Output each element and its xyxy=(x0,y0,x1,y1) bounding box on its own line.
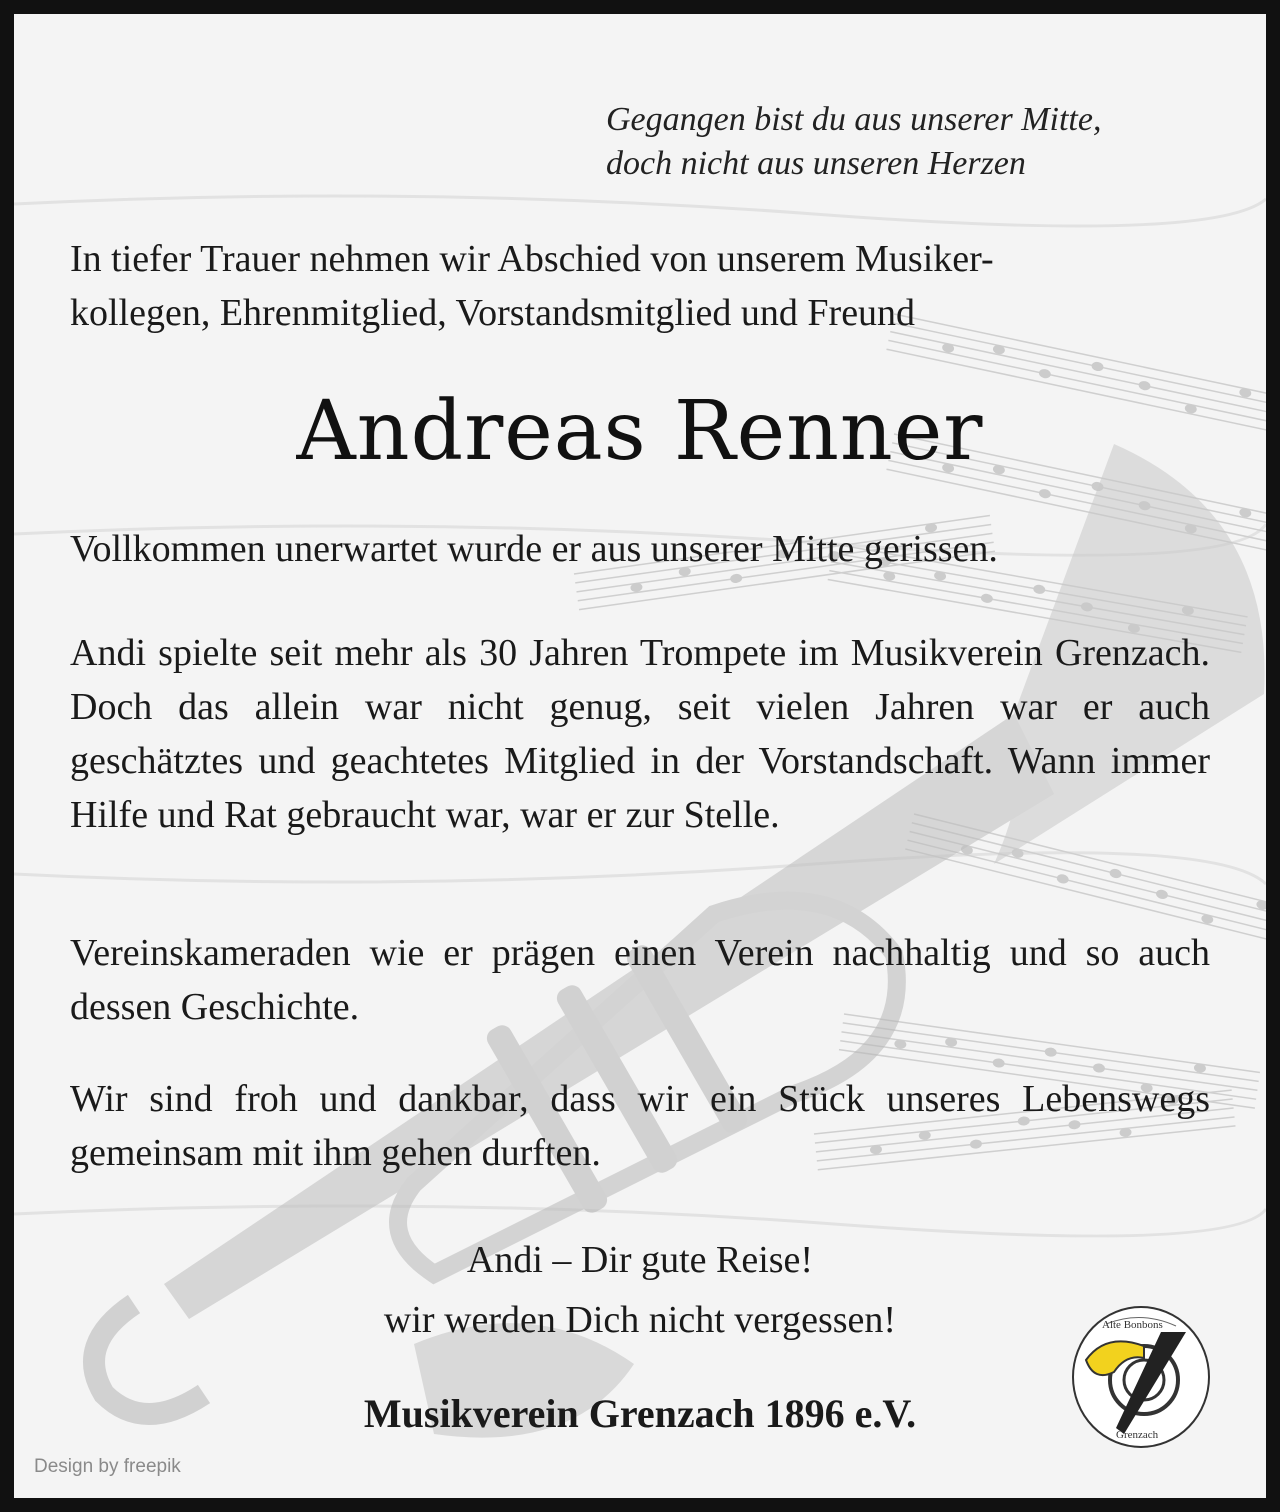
paragraph: Andi spielte seit mehr als 30 Jahren Trompete im Musikverein Grenzach. Doch das allein war nicht genug, seit vielen Jahren war er auch geschätztes und geachtetes Mitglied in der Vorstandschaft. Wann immer Hilfe und Rat gebraucht war, war er zur Stelle. xyxy=(70,632,1210,836)
paragraph: Vereinskameraden wie er prägen einen Verein nachhaltig und so auch dessen Geschichte. xyxy=(70,932,1210,1028)
signature: Musikverein Grenzach 1896 e.V. xyxy=(363,1391,917,1436)
closing-line: Andi – Dir gute Reise! xyxy=(466,1239,814,1281)
motto-quote xyxy=(606,98,1246,186)
logo-top-text: Alte Bonbons xyxy=(1102,1319,1163,1331)
design-credit: Design by freepik xyxy=(34,1456,181,1477)
intro-line: kollegen, Ehrenmitglied, Vorstandsmitglied und Freund xyxy=(70,292,916,334)
logo-bottom-text: Grenzach xyxy=(1116,1429,1159,1441)
deceased-name: Andreas Renner xyxy=(296,384,984,479)
intro-line: In tiefer Trauer nehmen wir Abschied von unserem Musiker- xyxy=(70,238,994,280)
motto-line: doch nicht aus unseren Herzen xyxy=(606,145,1026,182)
paragraph: Vollkommen unerwartet wurde er aus unserer Mitte gerissen. xyxy=(70,528,998,570)
paragraph: Wir sind froh und dankbar, dass wir ein Stück unseres Lebenswegs gemeinsam mit ihm gehen durften. xyxy=(70,1078,1210,1174)
motto-line: Gegangen bist du aus unserer Mitte, xyxy=(606,101,1102,138)
closing-line: wir werden Dich nicht vergessen! xyxy=(383,1299,897,1341)
horn-emblem-icon xyxy=(1066,1302,1216,1452)
intro-text xyxy=(70,232,1220,340)
